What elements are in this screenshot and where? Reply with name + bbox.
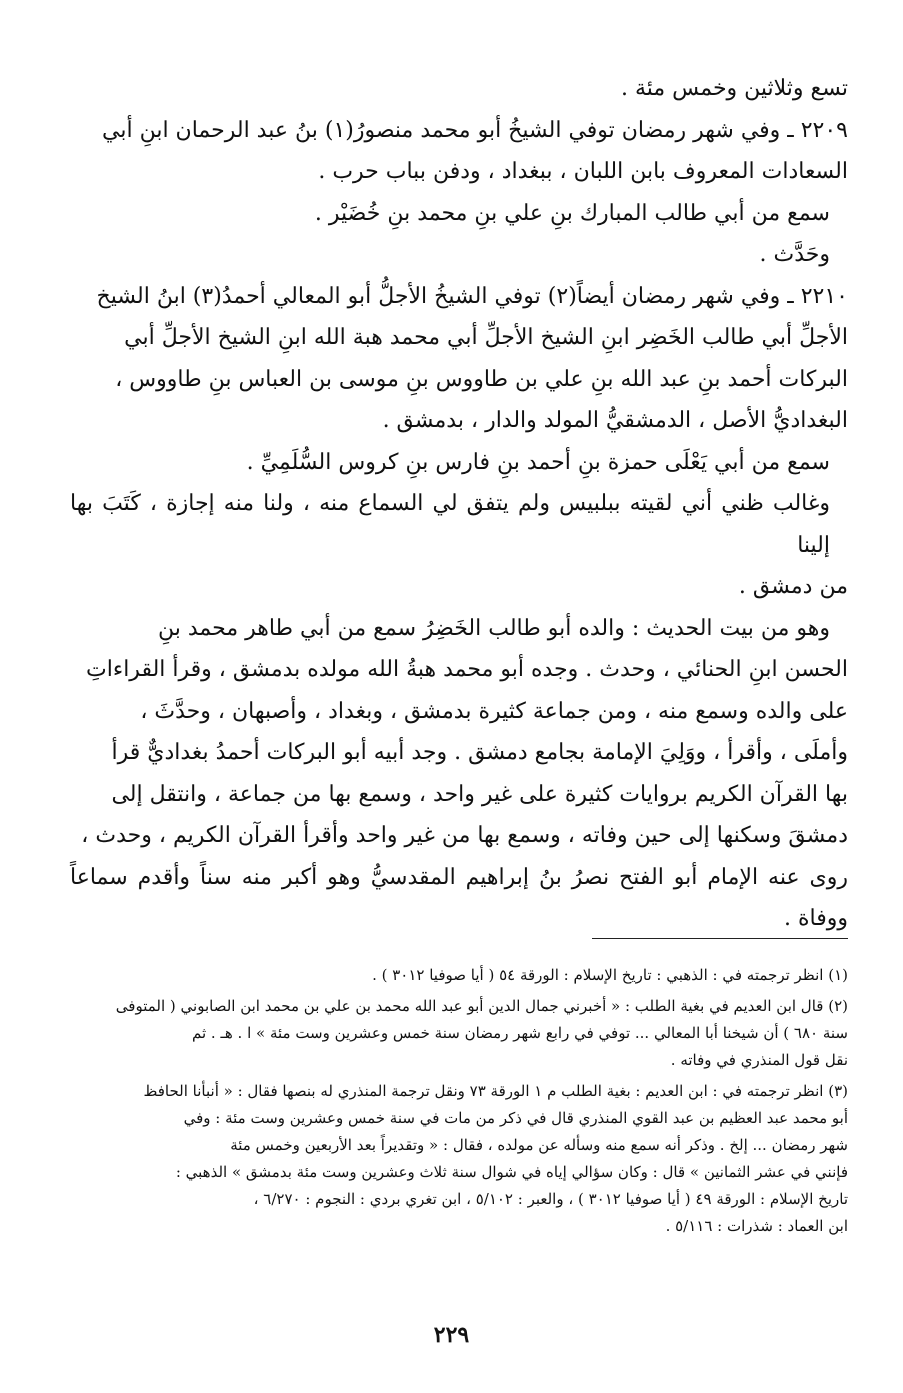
text-line: سمع من أبي طالب المبارك بنِ علي بنِ محمد بنِ خُضَيْر .: [314, 200, 830, 226]
footnote-3-line: فإنني في عشر الثمانين » قال : وكان سؤالي إياه في شوال سنة ثلاث وعشرين وست مئة بدمشق » الذهبي :: [175, 1163, 848, 1181]
footnote-2: (٢) قال ابن العديم في بغية الطلب : « أخبرني جمال الدين أبو عبد الله محمد بن علي بن محمد ابن الصابوني ( المتوفى: [115, 997, 848, 1015]
text-line: البغداديُّ الأصل ، الدمشقيُّ المولد والدار ، بدمشق .: [382, 408, 848, 433]
text-line: روى عنه الإمام أبو الفتح نصرُ بنُ إبراهيم المقدسيُّ وهو أكبر منه سناً وأقدم سماعاً ووفاة .: [70, 864, 848, 931]
text-line: وحَدَّث .: [759, 242, 830, 267]
footnote-3-line: شهر رمضان ... إلخ . وذكر أنه سمع منه وسأله عن مولده ، فقال : « وتقديراً بعد الأربعين وخمس مئة: [230, 1136, 848, 1154]
footnote-3-line: أبو محمد عبد العظيم بن عبد القوي المنذري قال في ذكر من مات في سنة خمس وعشرين وست مئة : وفي: [183, 1109, 848, 1127]
text-line: وغالب ظني أني لقيته ببلبيس ولم يتفق لي السماع منه ، ولنا منه إجازة ، كَتَبَ بها إلينا: [70, 491, 830, 558]
text-line: بها القرآن الكريم بروايات كثيرة على غير واحد ، وسمع بها من جماعة ، وانتقل إلى: [111, 781, 848, 807]
text-line: وأملَى ، وأقرأ ، ووَلِيَ الإمامة بجامع دمشق . وجد أبيه أبو البركات أحمدُ بغداديٌّ قرأ: [111, 740, 848, 765]
text-line: دمشقَ وسكنها إلى حين وفاته ، وسمع بها من غير واحد وأقرأ القرآن الكريم ، وحدث ،: [81, 823, 848, 848]
text-line: البركات أحمد بنِ عبد الله بنِ علي بن طاووس بنِ موسى بن العباس بنِ طاووس ،: [115, 366, 848, 392]
footnote-2-line: نقل قول المنذري في وفاته .: [670, 1051, 848, 1069]
footnote-3-line: ابن العماد : شذرات : ٥/١١٦ .: [665, 1217, 848, 1235]
footnote-divider: [592, 938, 848, 939]
text-line: تسع وثلاثين وخمس مئة .: [620, 76, 848, 101]
page-number: ٢٢٩: [433, 1322, 470, 1348]
footnote-3-line: تاريخ الإسلام : الورقة ٤٩ ( أيا صوفيا ٣٠١٢ ) ، والعبر : ٥/١٠٢ ، ابن تغري بردي : النجوم : ٦/٢٧٠ ،: [253, 1190, 848, 1208]
main-text: [70, 68, 848, 940]
text-line: الحسن ابنِ الحنائي ، وحدث . وجده أبو محمد هبةُ الله مولده بدمشق ، وقرأ القراءاتِ: [86, 657, 848, 682]
text-line: وهو من بيت الحديث : والده أبو طالب الخَضِرُ سمع من أبي طاهر محمد بنِ: [158, 615, 830, 641]
footnote-2-line: سنة ٦٨٠ ) أن شيخنا أبا المعالي ... توفي في رابع شهر رمضان سنة خمس وعشرين وست مئة » ا . هـ . ثم: [192, 1024, 848, 1042]
text-line: الأجلِّ أبي طالب الخَضِر ابنِ الشيخ الأجلِّ أبي محمد هبة الله ابنِ الشيخ الأجلِّ أبي: [124, 325, 848, 350]
text-line: سمع من أبي يَعْلَى حمزة بنِ أحمد بنِ فارس بنِ كروس السُّلَمِيِّ .: [246, 449, 830, 475]
text-line: من دمشق .: [738, 574, 848, 599]
text-line: السعادات المعروف بابن اللبان ، ببغداد ، ودفن بباب حرب .: [318, 159, 848, 184]
entry-2210-line: ٢٢١٠ ـ وفي شهر رمضان أيضاً(٢) توفي الشيخُ الأجلُّ أبو المعالي أحمدُ(٣) ابنُ الشيخ: [96, 283, 848, 309]
footnote-1: (١) انظر ترجمته في : الذهبي : تاريخ الإسلام : الورقة ٥٤ ( أيا صوفيا ٣٠١٢ ) .: [372, 966, 848, 984]
footnotes: [70, 962, 848, 1240]
entry-2209-line: ٢٢٠٩ ـ وفي شهر رمضان توفي الشيخُ أبو محمد منصورُ(١) بنُ عبد الرحمان ابنِ أبي: [102, 117, 848, 143]
footnote-3: (٣) انظر ترجمته في : ابن العديم : بغية الطلب م ١ الورقة ٧٣ ونقل ترجمة المنذري له بنصها فقال : « أنبأنا الحافظ: [143, 1082, 848, 1100]
text-line: على والده وسمع منه ، ومن جماعة كثيرة بدمشق ، وبغداد ، وأصبهان ، وحدَّثَ ،: [140, 698, 848, 724]
